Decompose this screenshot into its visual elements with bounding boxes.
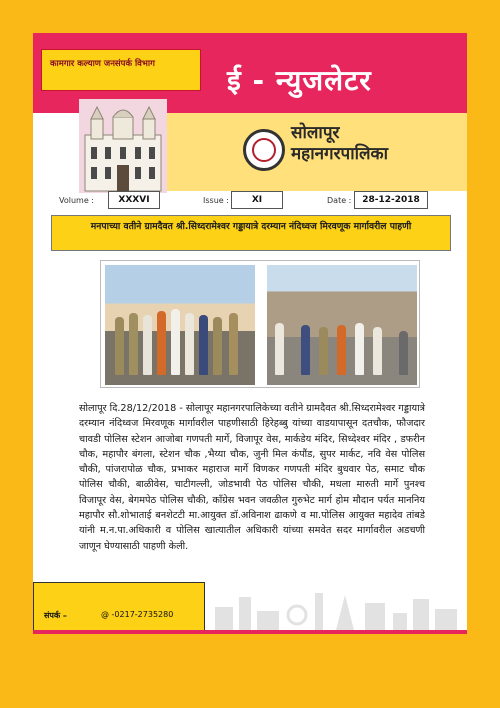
department-label: कामगार कल्याण जनसंपर्क विभाग <box>50 59 155 69</box>
person-figure <box>213 317 222 375</box>
person-figure <box>301 325 310 375</box>
person-figure <box>185 313 194 375</box>
person-figure <box>171 309 180 375</box>
person-figure <box>199 315 208 375</box>
person-figure <box>319 327 328 375</box>
org-name-line1: सोलापूर <box>291 123 340 143</box>
person-figure <box>275 323 284 375</box>
city-skyline-graphic <box>205 585 467 634</box>
issue-value: XI <box>231 191 283 209</box>
contact-label: संपर्क – <box>44 611 67 620</box>
emblem-ring <box>252 138 276 162</box>
org-name-line2: महानगरपालिका <box>291 144 389 164</box>
date-label: Date : <box>327 196 352 205</box>
person-figure <box>355 323 364 375</box>
person-figure <box>229 313 238 375</box>
person-figure <box>337 325 346 375</box>
article-body: सोलापूर दि.28/12/2018 - सोलापूर महानगरपालिकेच्या वतीने ग्रामदैवत श्री.सिध्दरामेश्वर गड्डायात्रे दरम्यान नंदिध्वज मिरवणूक मार्गावरील पाहणीसाठी हिरेहब्बु यांच्या वाडयापासून दतचौक, फौजदार चावडी पोलिस स्टेशन आजोबा गणपती मार्गे, विजापूर वेस, मार्कडेय मंदिर, सिध्देश्वर मंदिर , डफरीन चौक, महापौर बंगला, स्टेशन चौक ,भैय्या चौक, जुनी मिल कंपौंड, सुपर मार्कट, नवि वेस पोलिस चौकी, पांजरापोळ चौक, प्रभाकर महाराज मार्गे विणकर गणपती मंदिर बुधवार पेठ, समाट चौक पोलिस चौकी, बाळीवेस, चाटीगल्ली, जोडभावी पेठ पोलिस चौकी, मधला मारुती मार्गे पुनश्च विजापूर वेस, बेगमपेठ पोलिस चौकी, कॉंग्रेस भवन जवळील गुरुभेट मार्ग होम मौदान पर्यत माननिय महापौर सौ.शोभाताई बनशेटटी मा.आयुक्त डॉ.अविनाश ढाकणे व मा.पोलिस आयुक्त महादेव तांबडे यांनी म.न.पा.अधिकारी व पोलिस खात्यातील अधिकारी यांच्या समवेत सदर मार्गावरील अडचणी जाणून घेण्यासाठी पाहणी केली. <box>79 403 425 552</box>
newsletter-title: ई - न्युजलेटर <box>227 64 372 97</box>
department-box <box>41 49 201 91</box>
municipal-logo-emblem <box>243 129 285 171</box>
inspection-photo-2 <box>267 265 417 385</box>
inspection-photo-1 <box>105 265 255 385</box>
photo-strip <box>100 260 420 388</box>
org-name <box>291 123 451 165</box>
person-figure <box>373 327 382 375</box>
article-headline: मनपाच्या वतीने ग्रामदैवत श्री.सिध्दरामेश्वर गड्डायात्रे दरम्यान नंदिध्वज मिरवणूक मार्गावरील पाहणी <box>51 215 451 251</box>
person-figure <box>115 317 124 375</box>
newsletter-page <box>33 33 467 634</box>
footer-band <box>33 630 467 634</box>
contact-phone: @ -0217-2735280 <box>101 610 174 619</box>
person-figure <box>399 331 408 375</box>
person-figure <box>129 313 138 375</box>
date-value: 28-12-2018 <box>354 191 428 209</box>
person-figure <box>157 311 166 375</box>
volume-label: Volume : <box>59 196 94 205</box>
person-figure <box>143 315 152 375</box>
municipal-building-image <box>79 99 167 193</box>
issue-label: Issue : <box>203 196 229 205</box>
contact-box <box>33 582 205 632</box>
volume-value: XXXVI <box>108 191 160 209</box>
issue-meta-row <box>33 191 467 215</box>
